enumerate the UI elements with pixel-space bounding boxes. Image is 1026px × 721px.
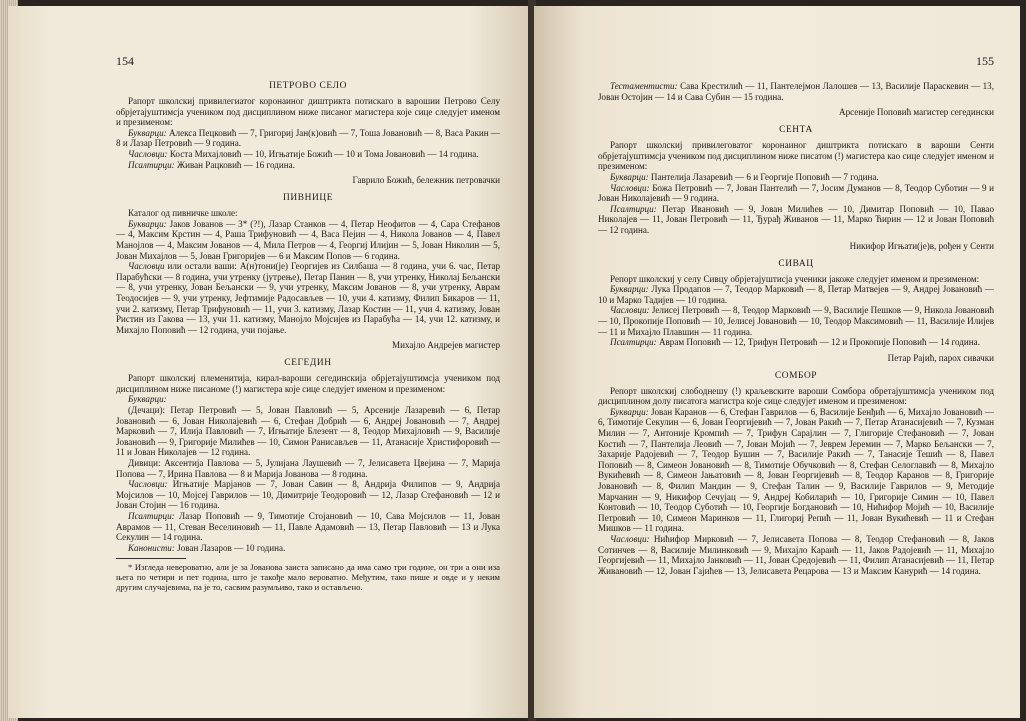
left-page [8,6,530,718]
paragraph-text: Јелисеј Петровић — 8, Теодор Марковић — 9, Василије Пешков — 9, Никола Јовановић — 10, Прокопије Поповић — 10, Јелисеј Јовановић — 10, Теодор Максимовић — 11, Василије Илијев — 11 и Михајло Плавшин — 11 година. [598,305,994,337]
paragraph: Репорт школскиј слободнешу (!) краљевските вароши Сомбора обретајуштимсја учеником под дисциплином долу писатога магистра које сице следујет именом и презименом: [598,385,994,407]
paragraph [116,149,500,160]
paragraph-text: Коста Михајловић — 10, Игњатије Божић — 10 и Тома Јовановић — 14 година. [167,148,479,159]
signature: Гаврило Божић, бележник петровачки [352,175,500,186]
paragraph-text: Игњатије Марјанов — 7, Јован Савин — 8, Андрија Филипов — 9, Андрија Мојсилов — 10, Мојсеј Гаврилов — 10, Димитрије Теодоровић — 12, Лазар Стефановић — 12 и Јован Стојин — 16 година. [116,479,500,511]
category-label: Тестаментисти: [610,81,678,91]
paragraph-text: Пантелија Лазаревић — 6 и Георгије Поповић — 7 година. [648,171,879,182]
paragraph [598,534,994,576]
paragraph-text: Нићифор Мирковић — 7, Јелисавета Попова — 8, Теодор Стефановић — 8, Јаков Сотинчев — 8, Василије Милинковић — 9, Михајло Караић — 11, Јаков Радојевић — 11, Михајло Георгијевић — 11, Михајло Јанковић — 11, Јован Средојевић — 11, Филип Атанасијевић — 11, Петар Живановић — 12, Јован Гајићев — 13, Јелисавета Рецарова — 13 и Максим Кануриħ — 14 година. [598,534,994,576]
category-label: Часловци: [610,305,650,316]
paragraph: Рапорт школскиј привилеговатог коронаиног диштрикта потискаго в вароши Сенти обрјетајуштимсја учеником под дисциплином ниже писатом (!) магистера као сице следујет именом и презименом: [598,140,994,172]
paragraph-text: Петар Ивановић — 9, Јован Милићев — 10, Димитар Поповић — 10, Павао Николајев — 11, Јован Петровић — 11, Ђурађ Живанов — 11, Марко Ћирин — 12 и Јован Поповић — 12 година. [598,203,994,235]
right-page [534,6,1020,718]
paragraph [598,284,994,305]
paragraph [116,261,500,335]
category-label: Псалтирци: [610,203,657,214]
signature: Никифор Игњати(је)в, рођен у Сенти [849,240,994,251]
category-label: Псалтирци: [128,159,175,170]
section-heading: СЕНТА [779,125,813,136]
paragraph [116,479,500,511]
section-heading: СОМБОР [774,370,818,381]
category-label: Псалтирци: [128,511,175,521]
paragraph [116,128,500,149]
category-label: Канонисти: [128,542,175,553]
paragraph [598,204,994,236]
paragraph [116,160,500,171]
paragraph-text: Алекса Пецковић — 7, Григориј Јан(к)овић — 7, Тоша Јовановић — 8, Васа Ракин — 8 и Лазар Петровић — 9 година. [116,127,500,149]
paragraph: Дивици: Аксентија Павлова — 5, Јулијана Лаушевић — 7, Јелисавета Цвејина — 7, Марија Попова — 7, Ирина Павлова — 8 и Марија Јованова — 8 година. [116,458,500,479]
category-label: Букварци: [610,284,649,295]
page-number: 155 [976,54,994,68]
paragraph-text: Јован Каранов — 6, Стефан Гаврилов — 6, Василије Бенђић — 6, Михајло Јовановић — 6, Тимотије Секулин — 6, Јован Георгијевић — 7, Јован Ракић — 7, Петар Атанасијевић — 7, Кузман Милин — 7, Антоније Кромпић — 7, Трифун Сарајлин — 7, Глигорије Стефановић — 7, Јован Костић — 7, Пантелија Леовић — 7, Јован Мојић — 7, Јеврем Јеремин — 7, Марко Бељански — 7, Захарије Радојевић — 7, Теодор Бушин — 7, Василије Ракић — 7, Танасије Тешић — 8, Павел Поповић — 8, Симеон Јовановић — 8, Тимотије Обучковић — 8, Стефан Селоглавић — 8, Михајло Вукићевић — 8, Симеон Јањатовић — 8, Јован Георгијевић — 8, Теодор Каранов — 8, Григорије Јовановић — 8, Филип Мандин — 9, Стефан Талин — 9, Василије Гаврилов — 9, Методије Марчанин — 9, Никифор Сечујац — 9, Андреј Кобиларић — 10, Григорије Симин — 10, Павел Контовић — 10, Теодор Суботић — 10, Георгије Богдановић — 10, Нићифор Мојић — 10, Василије Петровић — 10, Симеон Маринков — 11, Глигориј Репић — 11, Јован Вукићевић — 11 и Стефан Мишков — 11 година. [598,406,994,534]
category-label: Псалтирци: [610,337,657,348]
paragraph-text: Сава Крестилић — 11, Пантелејмон Лалошев — 13, Василије Параскевин — 13, Јован Остојин — 14 и Сава Субин — 15 година. [598,81,994,102]
signature: Арсеније Поповић магистер сегедински [839,107,994,118]
paragraph-text: Лазар Поповић — 9, Тимотије Стојановић — 10, Сава Мојсилов — 11, Јован Аврамов — 11, Стеван Веселиновић — 11, Павле Адамовић — 13, Петар Павловић — 13 и Лука Секулин — 14 година. [116,511,500,543]
category-label: Часловци: [128,479,168,490]
paragraph [116,219,500,261]
category-label: Часловци [128,261,165,272]
category-label: Букварци: [610,171,649,182]
section-heading: ПИВНИЦЕ [282,193,334,204]
section-heading: ПЕТРОВО СЕЛО [269,81,347,91]
paragraph: Репорт школскиј у селу Сивцу обрјетајуштисја ученики јакоже следујет именом и презименом: [610,273,980,284]
paragraph [598,305,994,337]
paragraph-text: Лука Продапов — 7, Теодор Марковић — 8, Петар Матвејев — 9, Андреј Јовановић — 10 и Марко Тадијев — 10 година. [598,284,994,305]
paragraph: Рапорт школскиј привилегиатог коронаиног диштрикта потискаго в варошии Петрово Селу обрјетајуштимсја учеником под дисциплином ниже писаног магистера које сице следујет именом и презименом: [116,96,500,128]
paragraph [598,407,994,534]
category-label: Букварци: [128,394,167,405]
paragraph [116,543,500,554]
paragraph: Каталог од пивничке школе: [128,208,238,219]
section-heading: СИВАЦ [778,258,814,269]
category-label: Букварци: [610,406,649,417]
paragraph-text: Божа Петровић — 7, Јован Пантелић — 7, Јосим Думанов — 8, Теодор Суботин — 9 и Јован Николајевић — 9 година. [598,182,994,204]
paragraph-text: Живан Рацковић — 16 година. [174,159,295,170]
category-label: Букварци: [128,127,167,138]
paragraph [598,172,994,183]
footnote-divider [116,558,186,559]
paragraph [116,511,500,543]
paragraph: (Дечаци): Петар Петровић — 5, Јован Павловић — 5, Арсеније Лазаревић — 6, Петар Јовановић — 6, Јован Николајевић — 6, Стефан Добрић — 6, Андреј Јовановић — 7, Андреј Марковић — 7, Илија Павловић — 7, Игњатије Блезент — 8, Теодор Михајловић — 9, Василије Јовановић — 9, Григорије Милићев — 10, Симон Ранисављев — 11, Атанасије Христифоровић — 11 и Јован Николајев — 12 година. [116,405,500,458]
paragraph-text: Јован Лазаров — 10 година. [174,542,286,553]
paragraph: Рапорт школскиј племенитија, кирал-вароши сегединскија обрјетајуштимсја учеником под дисциплином ниже писаноме (!) магистера које сице следујет именом и презименом: [116,373,500,394]
category-label: Часловци: [610,534,650,544]
paragraph-text: Аврам Поповић — 12, Трифун Петровић — 12 и Прокопије Поповић — 14 година. [656,337,980,348]
category-label: Часловци: [128,148,168,159]
paragraph-text: Јаков Јованов — 3* (?!), Лазар Станков — 4, Петар Неофитов — 4, Сара Стефанов — 4, Максим Крстин — 4, Раша Трифуновић — 4, Васа Пејин — 4, Никола Јованов — 4, Павел Манојлов — 4, Максим Јованов — 4, Мила Петров — 4, Георгиј Илијин — 5, Јован Николин — 5, Јован Михајлов — 5, Јован Григоријев — 6 и Максим Попов — 6 година. [116,218,500,261]
page-number: 154 [116,54,134,68]
footnote: * Изгледа невероватно, али је за Јованова заиста записано да има само три године, он три а они иза њега по четири и пет година, што је такође мало вероватно. Међутим, тако пише и овде и у неким другим случајевима, па је то, сасвим разумљиво, тако и остављено. [116,562,500,593]
paragraph [598,81,994,102]
signature: Михајло Андрејев магистер [392,340,500,351]
category-label: Часловци: [610,182,650,193]
category-label: Букварци: [128,218,167,229]
signature: Петар Рајић, парох сивачки [887,352,994,363]
paragraph [598,337,994,348]
paragraph-text: или остали ваши: А(н)тони(је) Георгијев из Силбаша — 8 година, учи 6. час, Петар Парабућски — 8 година, учи утренку (јутрење), Петар Панин — 8, учи утренку, Николај Бељански — 8, учи утренку, Јован Бељански — 9, учи утренку, Максим Јованов — 8, учи утренку, Аврам Теодосијев — 9, учи утренку, Јефтимије Радосављев — 10, учи 4. катизму, Филип Бикаров — 11, учи 2. катизму, Петар Трифуновић — 11, учи 3. катизму, Лазар Костин — 11, учи 4. катизму, Јован Ристин из Гакова — 13, учи 11. катизму, Манојло Мојсијев из Парабућа — 14, учи 12. катизму, и Михајло Поповић — 12 година, учи појање. [116,261,500,335]
paragraph [598,183,994,204]
section-heading: СЕГЕДИН [284,358,332,369]
